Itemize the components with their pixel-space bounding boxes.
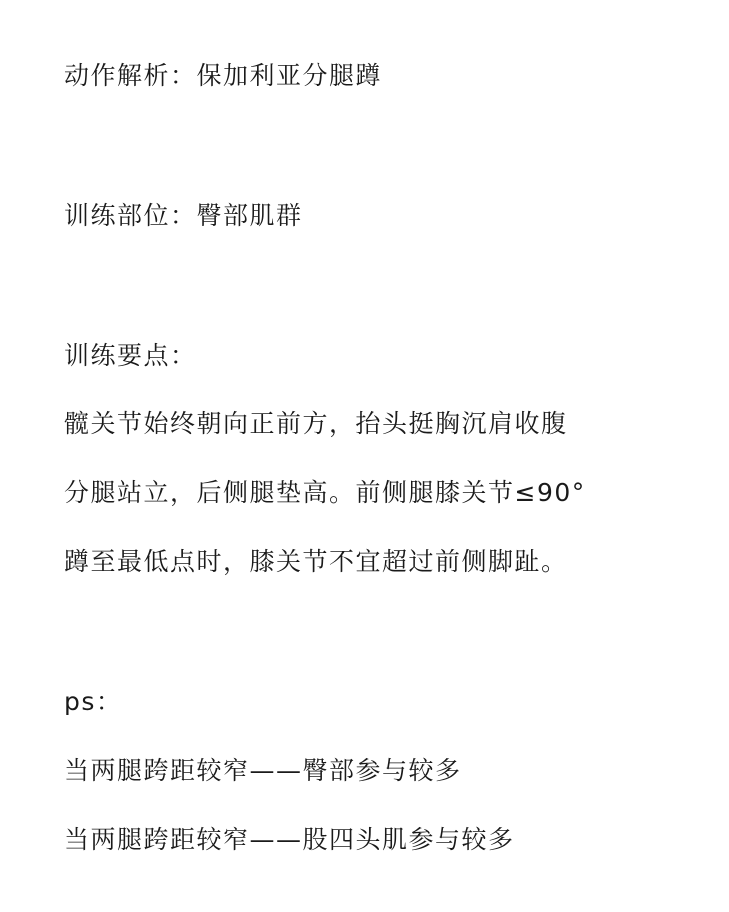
ps-line: 当两腿跨距较窄——臀部参与较多	[64, 756, 462, 785]
ps-heading: ps：	[64, 687, 123, 716]
training-target-line	[64, 201, 303, 231]
ps-line: 当两腿跨距较窄——股四头肌参与较多	[64, 825, 515, 854]
training-target-value: 臀部肌群	[196, 201, 303, 230]
key-point-line: 蹲至最低点时，膝关节不宜超过前侧脚趾。	[64, 547, 568, 576]
training-target-label: 训练部位：	[64, 201, 197, 230]
key-point-line: 髋关节始终朝向正前方，抬头挺胸沉肩收腹	[64, 409, 568, 438]
key-points-heading: 训练要点：	[64, 341, 197, 370]
action-analysis-line	[64, 61, 382, 91]
action-analysis-value: 保加利亚分腿蹲	[196, 61, 383, 90]
key-point-line: 分腿站立，后侧腿垫高。前侧腿膝关节≤90°	[64, 478, 586, 507]
action-analysis-label: 动作解析：	[64, 61, 197, 90]
